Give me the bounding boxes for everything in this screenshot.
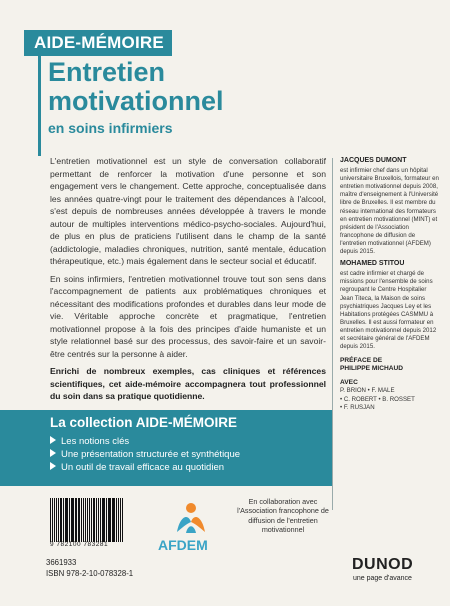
book-title <box>48 58 224 116</box>
triangle-bullet-icon <box>50 436 56 444</box>
author-name-1: JACQUES DUMONT <box>340 157 407 164</box>
author-bio-2: est cadre infirmier et chargé de missions pour l'ensemble de soins regroupant le Centre Hospitalier Jean Titeca, la Maison de soins psychiatriques Jacques Ley et les Habitations protégées CASMMU à Bruxelles. Il est aussi formateur en entretien motivationnel depuis 2012 et secrétaire général de l'AFDEM depuis 2015. <box>340 270 437 351</box>
authors-sidebar <box>340 153 440 412</box>
barcode-icon <box>50 494 124 542</box>
collection-item-label: Un outil de travail efficace au quotidien <box>61 462 225 473</box>
title-accent-bar <box>38 56 41 156</box>
preface-name: PHILIPPE MICHAUD <box>340 365 404 373</box>
preface-label: PRÉFACE DE <box>340 357 383 365</box>
triangle-bullet-icon <box>50 449 56 457</box>
contributors-line-1: P. BRION • F. MALE <box>340 387 395 395</box>
collection-item <box>50 448 240 461</box>
publisher-tagline: une page d'avance <box>353 575 412 582</box>
collection-title: La collection AIDE-MÉMOIRE <box>50 415 238 430</box>
collection-item-label: Une présentation structurée et synthétique <box>61 449 241 460</box>
product-code: 3661933 <box>46 558 77 567</box>
contributors-line-3: • F. RUSJAN <box>340 403 375 411</box>
book-subtitle: en soins infirmiers <box>48 120 173 136</box>
sidebar-divider <box>332 158 333 510</box>
collection-item <box>50 435 240 448</box>
triangle-bullet-icon <box>50 462 56 470</box>
paragraph-2: En soins infirmiers, l'entretien motivationnel trouve tout son sens dans l'accompagnement de patients aux problématiques chroniques et nécessitant des modifications profondes et durables dans leur mode de vie. Véritable approche concrète et pragmatique, l'entretien motivationnel propose à la fois des principes d'aide humaniste et un style relationnel basé sur des processus, des savoir-faire et un savoir-être centrés sur la personne à aider. <box>50 273 326 359</box>
afdem-logo-icon <box>174 502 208 536</box>
collection-list <box>50 435 240 474</box>
isbn: ISBN 978-2-10-078328-1 <box>46 569 134 578</box>
collection-box <box>0 410 332 486</box>
contributors-line-2: • C. ROBERT • B. ROSSET <box>340 395 415 403</box>
author-name-2: MOHAMED STITOU <box>340 260 405 268</box>
highlight-paragraph: Enrichi de nombreux exemples, cas cliniques et références scientifiques, cet aide-mémoire accompagnera tout professionnel du soin dans sa pratique quotidienne. <box>50 366 326 401</box>
paragraph-1: L'entretien motivationnel est un style de conversation collaboratif permettant de renforcer la motivation d'une personne et son engagement vers le changement. Cette approche, conceptualisée dans les années quatre-vingt pour le traitement des dépendances à l'alcool, s'est depuis de nombreuses années développée à travers le monde autour de multiples interventions médico-psycho-sociales. Aujourd'hui, de plus en plus de praticiens l'utilisent dans le champ de la santé (addictologie, maladies chroniques, nutrition, santé mentale, éducation thérapeutique, etc.) mais également dans le secteur social et éducatif. <box>50 156 326 266</box>
title-line-1: Entretien <box>48 57 166 87</box>
with-label: AVEC <box>340 379 358 387</box>
main-description <box>50 155 326 408</box>
collection-item-label: Les notions clés <box>61 436 130 447</box>
afdem-wordmark: AFDEM <box>158 537 208 553</box>
author-bio-1: est infirmier chef dans un hôpital universitaire Bruxellois, formateur en entretien motivationnel depuis 2008, maître d'enseignement à l'Université libre de Bruxelles. Il est membre du réseau international des formateurs en entretien motivationnel (MINT) et président de l'Association francophone de diffusion de l'entretien motivationnel (AFDEM) depuis 2015. <box>340 167 439 256</box>
title-line-2: motivationnel <box>48 86 224 116</box>
collection-item <box>50 461 240 474</box>
series-badge: AIDE-MÉMOIRE <box>24 30 172 56</box>
publisher-logo: DUNOD <box>352 556 414 573</box>
collaboration-text: En collaboration avec l'Association francophone de diffusion de l'entretien motivationnel <box>237 497 329 535</box>
barcode-number: 9 782100 783281 <box>50 541 109 548</box>
